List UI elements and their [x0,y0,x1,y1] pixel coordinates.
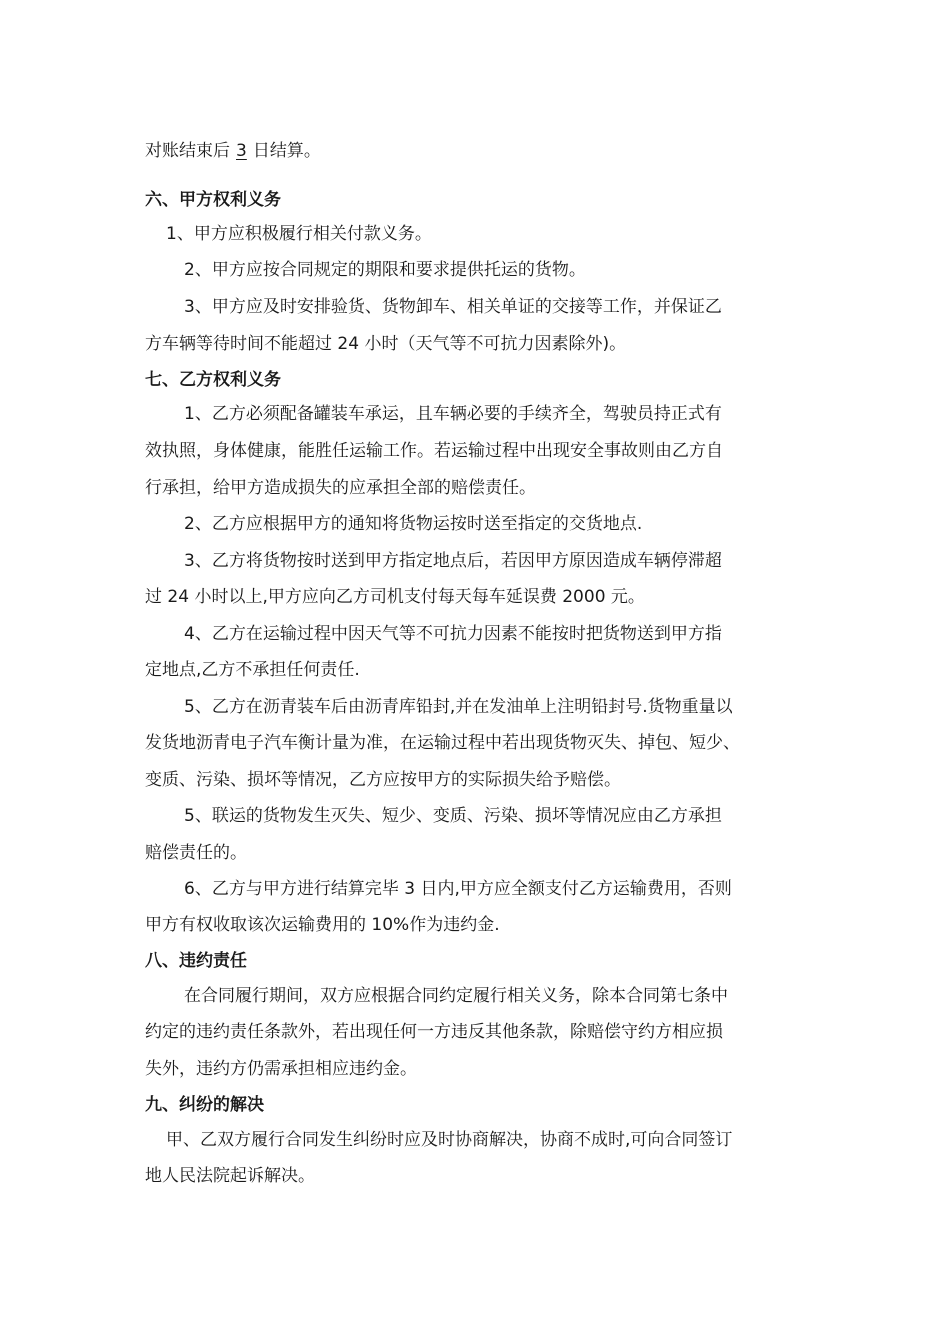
section-6-item-1: 1、甲方应积极履行相关付款义务。 [166,224,432,244]
section-7-line-9: 5、乙方在沥青装车后由沥青库铅封,并在发油单上注明铅封号.货物重量以 [184,697,733,717]
section-9-line-2: 地人民法院起诉解决。 [145,1166,315,1186]
section-7-line-8: 定地点,乙方不承担任何责任. [145,660,360,680]
settlement-line [145,139,815,163]
section-7-line-1: 1、乙方必须配备罐装车承运，且车辆必要的手续齐全，驾驶员持正式有 [184,404,722,424]
section-7-line-15: 甲方有权收取该次运输费用的 10%作为违约金. [145,915,500,935]
section-6-item-3: 3、甲方应及时安排验货、货物卸车、相关单证的交接等工作，并保证乙 [184,297,722,317]
section-6-heading: 六、甲方权利义务 [145,190,281,210]
section-7-line-4: 2、乙方应根据甲方的通知将货物运按时送至指定的交货地点. [184,514,643,534]
section-7-line-3: 行承担，给甲方造成损失的应承担全部的赔偿责任。 [145,478,536,498]
settlement-text-after: 日结算。 [252,141,321,161]
section-7-line-6: 过 24 小时以上,甲方应向乙方司机支付每天每车延误费 2000 元。 [145,587,645,607]
settlement-text-before: 对账结束后 [145,141,230,161]
section-9-heading: 九、纠纷的解决 [145,1095,264,1115]
section-9-line-1: 甲、乙双方履行合同发生纠纷时应及时协商解决，协商不成时,可向合同签订 [166,1130,733,1150]
section-7-line-5: 3、乙方将货物按时送到甲方指定地点后，若因甲方原因造成车辆停滞超 [184,551,722,571]
settlement-days: 3 [236,141,247,161]
section-8-heading: 八、违约责任 [145,951,247,971]
section-7-line-13: 赔偿责任的。 [145,843,247,863]
section-7-line-12: 5、联运的货物发生灭失、短少、变质、污染、损坏等情况应由乙方承担 [184,806,722,826]
section-8-line-2: 约定的违约责任条款外，若出现任何一方违反其他条款，除赔偿守约方相应损 [145,1022,723,1042]
section-7-line-11: 变质、污染、损坏等情况，乙方应按甲方的实际损失给予赔偿。 [145,770,621,790]
section-6-item-3-cont: 方车辆等待时间不能超过 24 小时（天气等不可抗力因素除外)。 [145,334,627,354]
section-7-line-14: 6、乙方与甲方进行结算完毕 3 日内,甲方应全额支付乙方运输费用，否则 [184,879,732,899]
section-7-heading: 七、乙方权利义务 [145,370,281,390]
section-7-line-7: 4、乙方在运输过程中因天气等不可抗力因素不能按时把货物送到甲方指 [184,624,722,644]
section-8-line-1: 在合同履行期间，双方应根据合同约定履行相关义务，除本合同第七条中 [184,986,728,1006]
section-6-item-2: 2、甲方应按合同规定的期限和要求提供托运的货物。 [184,260,586,280]
section-8-line-3: 失外，违约方仍需承担相应违约金。 [145,1059,417,1079]
section-7-line-2: 效执照，身体健康，能胜任运输工作。若运输过程中出现安全事故则由乙方自 [145,441,723,461]
section-7-line-10: 发货地沥青电子汽车衡计量为准，在运输过程中若出现货物灭失、掉包、短少、 [145,733,740,753]
